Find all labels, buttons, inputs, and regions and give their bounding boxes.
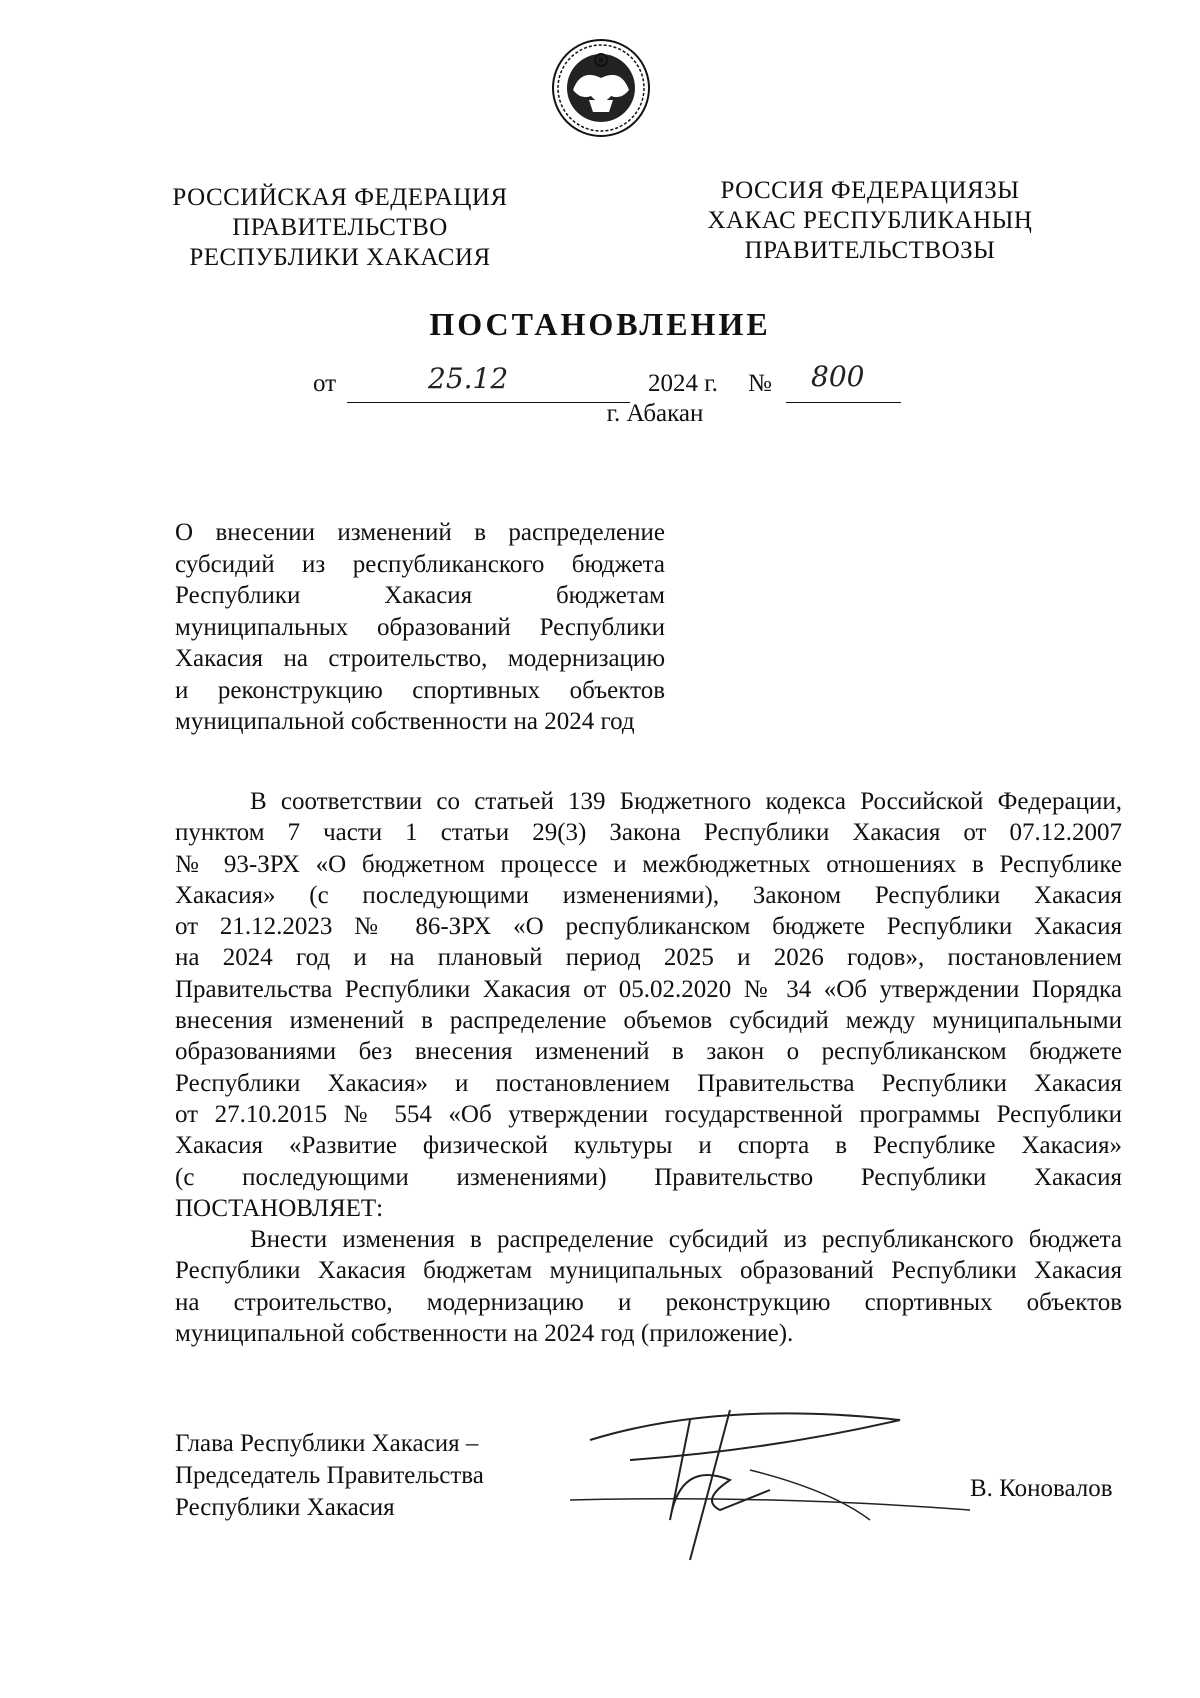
- subject-line: Хакасия на строительство, модернизацию: [175, 645, 665, 672]
- subject-line: О внесении изменений в распределение: [175, 519, 665, 546]
- date-handwritten: 25.12: [428, 362, 509, 395]
- subject-line: субсидий из республиканского бюджета: [175, 550, 665, 578]
- body-line: на 2024 год и на плановый период 2025 и 2026 годов», постановлением: [175, 944, 1122, 972]
- signatory-name: В. Коновалов: [970, 1475, 1113, 1502]
- subject-line: и реконструкцию спортивных объектов: [175, 676, 665, 704]
- header-right-line: ПРАВИТЕЛЬСТВОЗЫ: [744, 237, 996, 264]
- subject-line: муниципальных образований Республики: [175, 613, 665, 641]
- body-line: Республики Хакасия бюджетам муниципальных образований Республики Хакасия: [175, 1257, 1122, 1285]
- body-line: Республики Хакасия» и постановлением Правительства Республики Хакасия: [175, 1069, 1122, 1097]
- body-line: на строительство, модернизацию и реконструкцию спортивных объектов: [175, 1288, 1122, 1316]
- body-line: № 93-ЗРХ «О бюджетном процессе и межбюджетных отношениях в Республике: [175, 850, 1122, 878]
- header-right-line: РОССИЯ ФЕДЕРАЦИЯЗЫ: [720, 177, 1020, 204]
- body-line: (с последующими изменениями) Правительство Республики Хакасия: [175, 1163, 1122, 1191]
- header-right: [690, 176, 1050, 266]
- header-left: [160, 183, 520, 273]
- city: г. Абакан: [606, 400, 704, 427]
- signatory-title-line: Председатель Правительства: [175, 1462, 484, 1489]
- year-label: 2024 г.: [648, 370, 718, 397]
- subject-line: Республики Хакасия бюджетам: [175, 582, 665, 609]
- signatory-title-line: Республики Хакасия: [175, 1494, 395, 1521]
- body-line: пунктом 7 части 1 статьи 29(3) Закона Республики Хакасия от 07.12.2007: [175, 819, 1122, 847]
- header-left-line: РЕСПУБЛИКИ ХАКАСИЯ: [189, 244, 491, 271]
- body-line: внесения изменений в распределение объемов субсидий между муниципальными: [175, 1007, 1122, 1035]
- body-text: [175, 786, 1122, 1349]
- subject-block: [175, 517, 665, 738]
- signatory-title: [175, 1428, 484, 1524]
- body-line: Правительства Республики Хакасия от 05.02.2020 № 34 «Об утверждении Порядка: [175, 975, 1122, 1003]
- header-left-line: ПРАВИТЕЛЬСТВО: [232, 214, 448, 241]
- signatory-title-line: Глава Республики Хакасия –: [175, 1430, 479, 1457]
- body-line: Внести изменения в распределение субсидий из республиканского бюджета: [250, 1226, 1122, 1254]
- header-right-line: ХАКАС РЕСПУБЛИКАНЫҢ: [707, 207, 1033, 234]
- date-prefix: от: [313, 370, 337, 397]
- body-line: Хакасия» (с последующими изменениями), Законом Республики Хакасия: [175, 881, 1122, 909]
- body-line: В соответствии со статьей 139 Бюджетного кодекса Российской Федерации,: [250, 788, 1122, 815]
- body-line: Хакасия «Развитие физической культуры и спорта в Республике Хакасия»: [175, 1132, 1122, 1160]
- document-title: ПОСТАНОВЛЕНИЕ: [429, 306, 771, 342]
- body-line: ПОСТАНОВЛЯЕТ:: [175, 1194, 384, 1222]
- body-line: от 21.12.2023 № 86-ЗРХ «О республиканском бюджете Республики Хакасия: [175, 913, 1122, 941]
- header-left-line: РОССИЙСКАЯ ФЕДЕРАЦИЯ: [172, 184, 508, 211]
- body-line: образованиями без внесения изменений в закон о республиканском бюджете: [175, 1038, 1122, 1066]
- body-line: муниципальной собственности на 2024 год (приложение).: [175, 1320, 794, 1348]
- subject-line: муниципальной собственности на 2024 год: [175, 708, 635, 735]
- body-line: от 27.10.2015 № 554 «Об утверждении государственной программы Республики: [175, 1100, 1122, 1128]
- handwritten-signature: [570, 1400, 990, 1570]
- number-label: №: [748, 370, 772, 397]
- emblem-of-khakassia: [551, 38, 651, 138]
- number-handwritten: 800: [811, 360, 865, 393]
